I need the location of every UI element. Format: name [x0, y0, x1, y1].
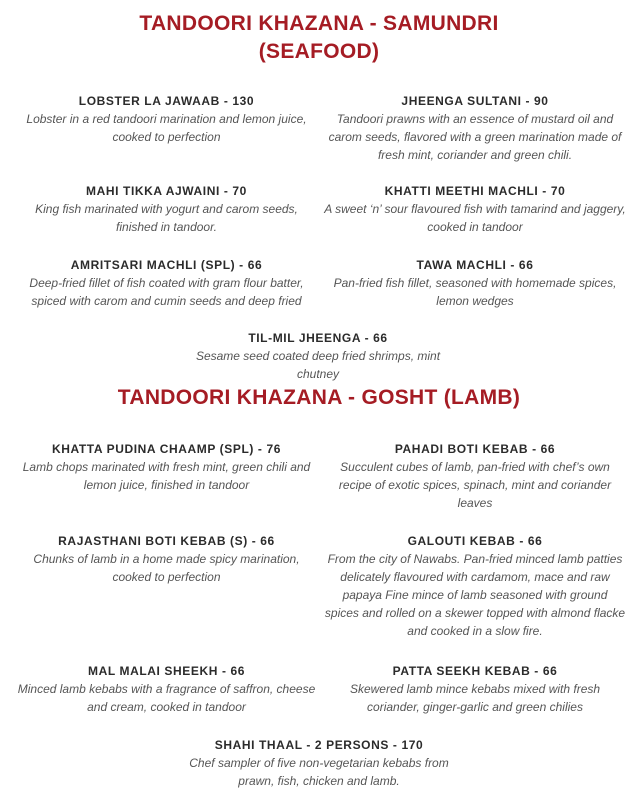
lamb-section-title: [0, 384, 638, 412]
menu-item: [324, 662, 626, 716]
item-name: SHAHI THAAL - 2 PERSONS - 170: [214, 738, 424, 752]
item-name: TIL-MIL JHEENGA - 66: [248, 331, 388, 345]
menu-item: [324, 532, 626, 640]
item-description: Minced lamb kebabs with a fragrance of saffron, cheese and cream, cooked in tandoor: [17, 682, 316, 714]
item-description: Succulent cubes of lamb, pan-fried with chef’s own recipe of exotic spices, spinach, mint and coriander leaves: [338, 460, 612, 510]
item-description: Chunks of lamb in a home made spicy marination, cooked to perfection: [33, 552, 300, 584]
menu-item: [170, 736, 468, 790]
item-name: JHEENGA SULTANI - 90: [401, 94, 549, 108]
seafood-title-line1: TANDOORI KHAZANA - SAMUNDRI: [139, 12, 499, 35]
menu-item: [324, 256, 626, 310]
item-name: GALOUTI KEBAB - 66: [407, 534, 543, 548]
item-name: AMRITSARI MACHLI (SPL) - 66: [70, 258, 263, 272]
menu-item: [14, 440, 319, 494]
item-name: LOBSTER LA JAWAAB - 130: [78, 94, 255, 108]
item-description: From the city of Nawabs. Pan-fried minced lamb patties delicately flavoured with cardamom, mace and raw papaya Fine mince of lamb seasoned with ground spices and rolled on a skewer topped with almond flacke and cooked in a slow fire.: [324, 552, 626, 638]
item-name: KHATTI MEETHI MACHLI - 70: [384, 184, 566, 198]
item-description: Tandoori prawns with an essence of mustard oil and carom seeds, flavored with a green marination made of fresh mint, coriander and green chili.: [328, 112, 622, 162]
item-name: MAL MALAI SHEEKH - 66: [87, 664, 246, 678]
item-name: TAWA MACHLI - 66: [416, 258, 534, 272]
item-description: Skewered lamb mince kebabs mixed with fresh coriander, ginger-garlic and green chilies: [349, 682, 601, 714]
menu-item: [14, 182, 319, 236]
item-description: King fish marinated with yogurt and carom seeds, finished in tandoor.: [35, 202, 298, 234]
seafood-section-title: [0, 10, 638, 66]
item-description: Lamb chops marinated with fresh mint, green chili and lemon juice, finished in tandoor: [22, 460, 311, 492]
item-description: Deep-fried fillet of fish coated with gram flour batter, spiced with carom and cumin seeds and deep fried: [29, 276, 304, 308]
item-name: RAJASTHANI BOTI KEBAB (S) - 66: [58, 534, 275, 548]
menu-item: [14, 532, 319, 586]
item-name: MAHI TIKKA AJWAINI - 70: [86, 184, 247, 198]
menu-item: [324, 92, 626, 164]
menu-item: [188, 329, 448, 383]
menu-item: [324, 182, 626, 236]
menu-item: [14, 662, 319, 716]
menu-item: [14, 92, 319, 146]
menu-item: [324, 440, 626, 512]
seafood-title-line2: (SEAFOOD): [258, 40, 380, 63]
item-name: PATTA SEEKH KEBAB - 66: [392, 664, 558, 678]
item-description: A sweet ‘n’ sour flavoured fish with tamarind and jaggery, cooked in tandoor: [324, 202, 626, 234]
item-description: Sesame seed coated deep fried shrimps, mint chutney: [195, 349, 441, 381]
menu-item: [14, 256, 319, 310]
item-description: Chef sampler of five non-vegetarian kebabs from prawn, fish, chicken and lamb.: [189, 756, 449, 788]
lamb-title-line1: TANDOORI KHAZANA - GOSHT (LAMB): [117, 386, 521, 409]
item-description: Lobster in a red tandoori marination and lemon juice, cooked to perfection: [26, 112, 307, 144]
item-description: Pan-fried fish fillet, seasoned with homemade spices, lemon wedges: [333, 276, 617, 308]
item-name: PAHADI BOTI KEBAB - 66: [394, 442, 556, 456]
item-name: KHATTA PUDINA CHAAMP (SPL) - 76: [51, 442, 282, 456]
